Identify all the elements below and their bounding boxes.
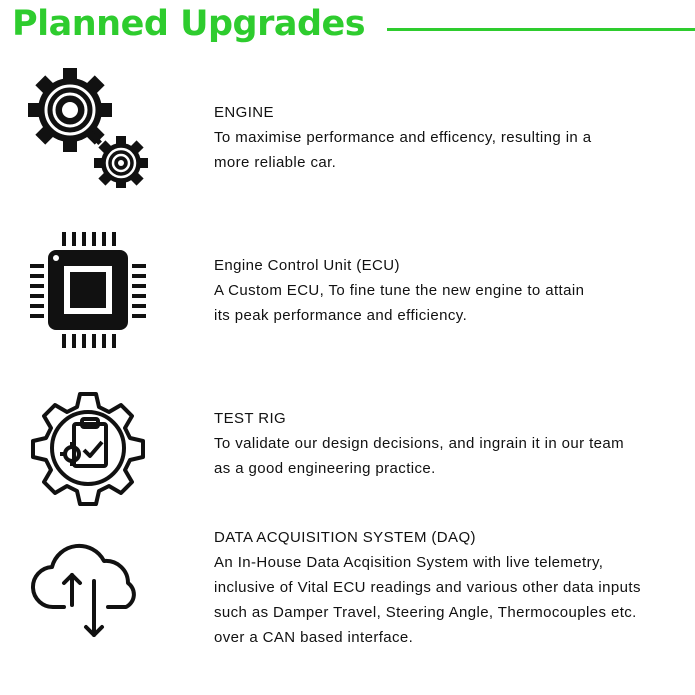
gears-icon	[28, 68, 148, 188]
upgrade-heading: TEST RIG	[214, 410, 287, 427]
upgrade-heading: DATA ACQUISITION SYSTEM (DAQ)	[214, 529, 476, 546]
upgrade-description-line: such as Damper Travel, Steering Angle, Thermocouples etc.	[214, 604, 637, 621]
upgrade-text	[214, 525, 684, 650]
upgrade-description-line: more reliable car.	[214, 154, 337, 171]
upgrade-description-line: as a good engineering practice.	[214, 460, 436, 477]
title-divider	[387, 28, 695, 31]
upgrade-description-line: inclusive of Vital ECU readings and various other data inputs	[214, 579, 641, 596]
cloud-transfer-icon	[28, 535, 148, 655]
gear-clipboard-icon	[28, 388, 148, 508]
upgrade-text	[214, 100, 684, 175]
upgrade-description-line: over a CAN based interface.	[214, 629, 414, 646]
upgrade-description-line: its peak performance and efficiency.	[214, 307, 468, 324]
upgrade-heading: ENGINE	[214, 104, 274, 121]
upgrade-description-line: An In-House Data Acqisition System with live telemetry,	[214, 554, 604, 571]
upgrade-description-line: To validate our design decisions, and ingrain it in our team	[214, 435, 625, 452]
upgrade-text	[214, 253, 684, 328]
chip-icon	[28, 230, 148, 350]
upgrade-description-line: A Custom ECU, To fine tune the new engine to attain	[214, 282, 585, 299]
upgrade-text	[214, 406, 684, 481]
page-title: Planned Upgrades	[12, 4, 366, 44]
upgrade-heading: Engine Control Unit (ECU)	[214, 257, 400, 274]
upgrade-description-line: To maximise performance and efficency, resulting in a	[214, 129, 592, 146]
